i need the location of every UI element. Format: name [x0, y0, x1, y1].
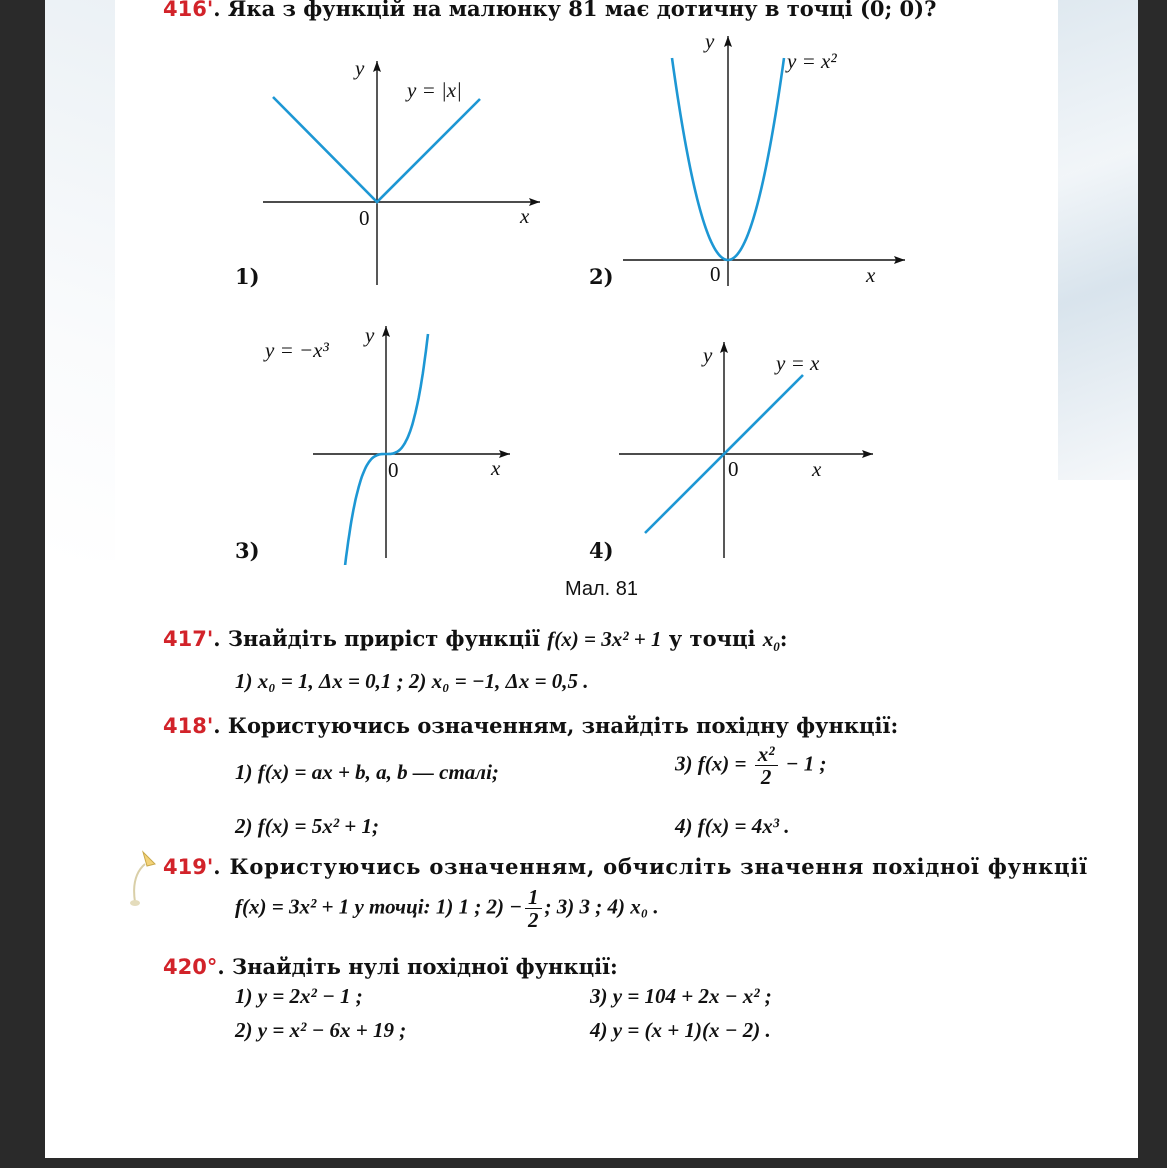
- fraction-denominator: 2: [528, 908, 539, 932]
- graph-4-formula: y = x: [776, 351, 820, 375]
- problem-416-heading: [163, 0, 936, 21]
- problem-text: . Знайдіть нулі похідної функції:: [217, 954, 618, 979]
- item-3-suffix: − 1 ;: [785, 751, 827, 776]
- problem-419-line-2: [235, 886, 659, 931]
- graph-1-origin: 0: [359, 206, 370, 230]
- problem-417-items: 1) x₀ = 1, Δx = 0,1 ; 2) x₀ = −1, Δx = 0,5 .: [235, 669, 589, 693]
- graph-4-x-label: x: [812, 457, 822, 481]
- graph-3-label: 3): [235, 538, 260, 563]
- problem-417-colon: :: [779, 626, 788, 651]
- graph-3-x-label: x: [491, 456, 501, 480]
- line-2-prefix: f(x) = 3x² + 1 у точці: 1) 1 ; 2) −: [235, 894, 523, 919]
- problem-419-heading: [163, 854, 1088, 879]
- graph-1-y-label: y: [355, 56, 365, 80]
- page-decoration-right: [1058, 0, 1138, 480]
- graph-2-y-label: y: [705, 30, 715, 53]
- problem-text: . Користуючись означенням, обчисліть значення похідної функції: [213, 854, 1088, 879]
- graph-4-y-label: y: [703, 343, 713, 367]
- graph-4-origin: 0: [728, 457, 739, 481]
- textbook-page: [45, 0, 1138, 1158]
- problem-420-item-2: 2) y = x² − 6x + 19 ;: [235, 1018, 407, 1042]
- problem-number: 416: [163, 0, 207, 21]
- figure-caption: Мал. 81: [565, 578, 639, 600]
- graph-2: [613, 30, 913, 292]
- problem-418-item-3: [675, 743, 826, 788]
- problem-text: . Яка з функцій на малюнку 81 має дотичну в точці (0; 0)?: [213, 0, 937, 21]
- problem-417-heading: [163, 626, 788, 655]
- problem-420-item-4: 4) y = (x + 1)(x − 2) .: [590, 1018, 771, 1042]
- problem-418-item-2: 2) f(x) = 5x² + 1;: [235, 814, 379, 838]
- graph-4: [613, 338, 913, 563]
- problem-420-item-3: 3) y = 104 + 2x − x² ;: [590, 984, 772, 1008]
- problem-418-item-1: 1) f(x) = ax + b, a, b — сталі;: [235, 760, 499, 784]
- line-2-fraction: [525, 886, 542, 931]
- problem-418-item-4: 4) f(x) = 4x³ .: [675, 814, 790, 838]
- problem-mark: ': [206, 627, 214, 651]
- fraction-numerator: 1: [525, 886, 542, 909]
- fraction-numerator: x²: [755, 743, 778, 766]
- graph-1-formula: y = |x|: [407, 78, 462, 102]
- graph-2-label: 2): [589, 264, 614, 289]
- graph-4-label: 4): [589, 538, 614, 563]
- graph-1-x-label: x: [520, 204, 530, 228]
- problem-text: . Знайдіть приріст функції: [213, 626, 540, 651]
- problem-mark: ': [206, 714, 214, 738]
- graph-1-label: 1): [235, 264, 260, 289]
- problem-number: 420: [163, 955, 207, 979]
- graph-2-formula: y = x²: [787, 49, 837, 73]
- problem-number: 419: [163, 855, 207, 879]
- problem-417-x0: x: [762, 627, 774, 651]
- problem-mark: ': [206, 855, 214, 879]
- graph-3-origin: 0: [388, 458, 399, 482]
- graph-2-origin: 0: [710, 262, 721, 286]
- graph-3-formula: y = −x³: [265, 338, 329, 362]
- problem-number: 417: [163, 627, 207, 651]
- problem-418-heading: [163, 713, 898, 738]
- problem-text: . Користуючись означенням, знайдіть похідну функції:: [213, 713, 899, 738]
- problem-420-heading: [163, 954, 618, 979]
- graph-3: [255, 320, 535, 565]
- graph-1: [255, 55, 545, 290]
- lamp-icon: [125, 848, 165, 908]
- problem-mark: °: [206, 955, 218, 979]
- graph-3-y-label: y: [365, 323, 375, 347]
- graph-2-x-label: x: [866, 263, 876, 287]
- page-decoration-left: [45, 0, 115, 560]
- problem-417-x0-sub: 0: [773, 639, 780, 655]
- item-3-prefix: 3) f(x) =: [675, 751, 747, 776]
- line-2-suffix: ; 3) 3 ; 4) x₀ .: [544, 894, 659, 919]
- item-3-fraction: [755, 743, 778, 788]
- fraction-denominator: 2: [760, 765, 772, 789]
- problem-420-item-1: 1) y = 2x² − 1 ;: [235, 984, 363, 1008]
- problem-417-at: у точці: [668, 626, 756, 651]
- problem-417-function: f(x) = 3x² + 1: [547, 627, 662, 651]
- problem-number: 418: [163, 714, 207, 738]
- problem-mark: ': [206, 0, 214, 21]
